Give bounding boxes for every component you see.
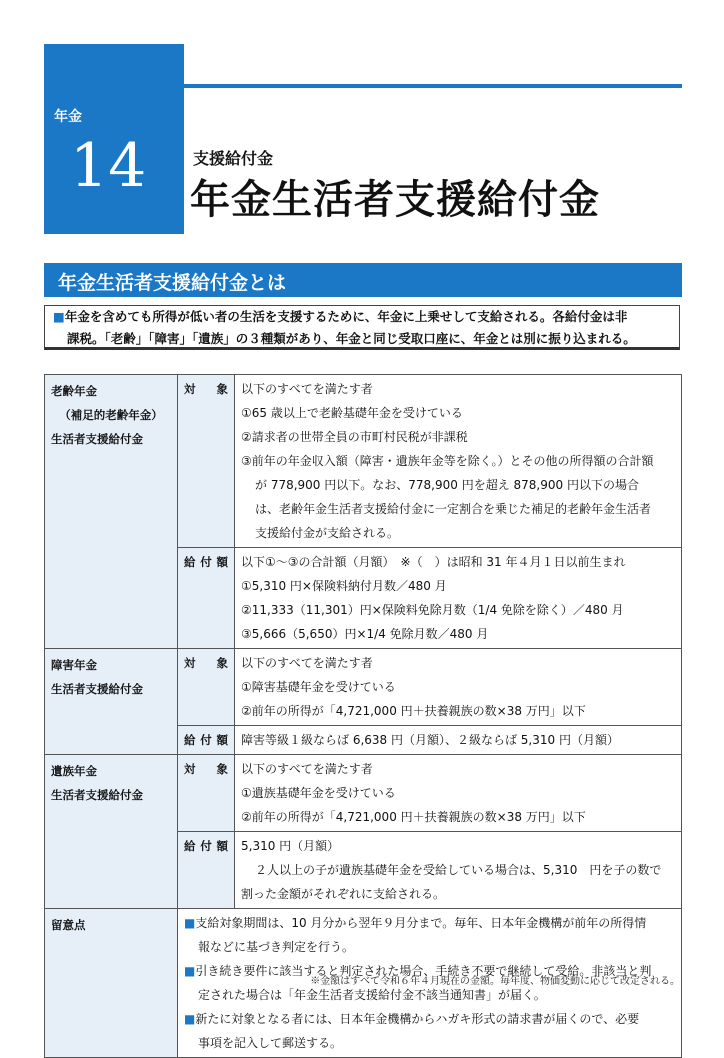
category-label: 老齢年金 <box>51 384 97 398</box>
content-line: ①遺族基礎年金を受けている <box>241 786 396 800</box>
target-label: 対 象 <box>178 649 235 726</box>
amount-content <box>235 548 682 649</box>
content-line: ①65 歳以上で老齢基礎年金を受けている <box>241 406 463 420</box>
note-text: 新たに対象となる者には、日本年金機構からハガキ形式の請求書が届くので、必要 <box>195 1012 640 1026</box>
category-label: 生活者支援給付金 <box>51 682 143 696</box>
content-line: 以下のすべてを満たす者 <box>241 762 373 776</box>
note-line <box>184 911 675 935</box>
table-row <box>45 649 682 726</box>
category-disability <box>45 649 178 755</box>
content-line: ２人以上の子が遺族基礎年金を受給している場合は、5,310 円を子の数で <box>255 863 662 877</box>
note-text: 引き続き要件に該当すると判定された場合、手続き不要で継続して受給。非該当と判 <box>195 964 652 978</box>
summary-line-2: 課税。「老齢」「障害」「遺族」の３種類があり、年金と同じ受取口座に、年金とは別に振り込まれる。 <box>67 331 636 346</box>
note-text: 支給対象期間は、10 月分から翌年９月分まで。毎年、日本年金機構が前年の所得情 <box>195 916 647 930</box>
content-line: 5,310 円（月額） <box>241 839 340 853</box>
summary-line-1 <box>53 306 679 328</box>
note-line: 報などに基づき判定を行う。 <box>198 940 355 954</box>
target-content <box>235 375 682 548</box>
header-rule <box>184 84 682 88</box>
category-survivor <box>45 755 178 909</box>
table-row <box>45 375 682 548</box>
content-line: 以下のすべてを満たす者 <box>241 656 373 670</box>
chapter-number: 14 <box>70 131 147 201</box>
category-label: 留意点 <box>51 918 86 932</box>
content-line: ③5,666（5,650）円×1/4 免除月数／480 月 <box>241 627 489 641</box>
content-line: が 778,900 円以下。なお、778,900 円を超え 878,900 円以下の場合 <box>255 478 639 492</box>
category-notes <box>45 909 178 1058</box>
table-row <box>45 755 682 832</box>
note-line <box>184 1007 675 1031</box>
chapter-tab <box>44 44 184 234</box>
content-line: 支援給付金が支給される。 <box>255 526 400 540</box>
category-old-age <box>45 375 178 649</box>
category-label: （補足的老齢年金） <box>59 408 163 422</box>
page-subtitle: 支援給付金 <box>193 149 274 168</box>
content-line: ②前年の所得が「4,721,000 円＋扶養親族の数×38 万円」以下 <box>241 704 586 718</box>
square-bullet-icon: ■ <box>184 916 196 930</box>
amount-content <box>235 726 682 755</box>
footnote: ※金額はすべて令和６年４月現在の金額。毎年度、物価変動に応じて改定される。 <box>310 976 680 987</box>
benefit-table <box>44 374 682 1058</box>
amount-label: 給付額 <box>178 548 235 649</box>
summary-text-1: 年金を含めても所得が低い者の生活を支援するために、年金に上乗せして支給される。各給付金は非 <box>64 309 628 324</box>
target-content <box>235 649 682 726</box>
content-line: ③前年の年金収入額（障害・遺族年金等を除く。）とその他の所得額の合計額 <box>241 454 654 468</box>
page-title: 年金生活者支援給付金 <box>190 177 600 223</box>
target-label: 対 象 <box>178 755 235 832</box>
content-line: 以下のすべてを満たす者 <box>241 382 373 396</box>
content-line: ②請求者の世帯全員の市町村民税が非課税 <box>241 430 468 444</box>
category-label: 障害年金 <box>51 658 97 672</box>
summary-box <box>44 305 680 350</box>
target-label: 対 象 <box>178 375 235 548</box>
content-line: ②前年の所得が「4,721,000 円＋扶養親族の数×38 万円」以下 <box>241 810 586 824</box>
section-title: 年金生活者支援給付金とは <box>58 272 287 294</box>
content-line: 障害等級１級ならば 6,638 円（月額）、２級ならば 5,310 円（月額） <box>241 733 619 747</box>
content-line: ①5,310 円×保険料納付月数／480 月 <box>241 579 447 593</box>
category-label: 遺族年金 <box>51 764 97 778</box>
square-bullet-icon: ■ <box>184 964 196 978</box>
category-label: 生活者支援給付金 <box>51 432 143 446</box>
note-line: 事項を記入して郵送する。 <box>198 1036 343 1050</box>
category-label: 生活者支援給付金 <box>51 788 143 802</box>
section-header <box>44 263 682 297</box>
content-line: ①障害基礎年金を受けている <box>241 680 396 694</box>
note-line: 定された場合は「年金生活者支援給付金不該当通知書」が届く。 <box>198 988 546 1002</box>
square-bullet-icon: ■ <box>184 1012 196 1026</box>
amount-content <box>235 832 682 909</box>
square-bullet-icon: ■ <box>53 309 65 324</box>
content-line: は、老齢年金生活者支援給付金に一定割合を乗じた補足的老齢年金生活者 <box>255 502 652 516</box>
target-content <box>235 755 682 832</box>
amount-label: 給付額 <box>178 726 235 755</box>
content-line: ②11,333（11,301）円×保険料免除月数（1/4 免除を除く）／480 月 <box>241 603 624 617</box>
content-line: 割った金額がそれぞれに支給される。 <box>241 887 446 901</box>
content-line: 以下①～③の合計額（月額） ※（ ）は昭和 31 年４月１日以前生まれ <box>241 555 626 569</box>
amount-label: 給付額 <box>178 832 235 909</box>
chapter-category: 年金 <box>54 109 82 125</box>
